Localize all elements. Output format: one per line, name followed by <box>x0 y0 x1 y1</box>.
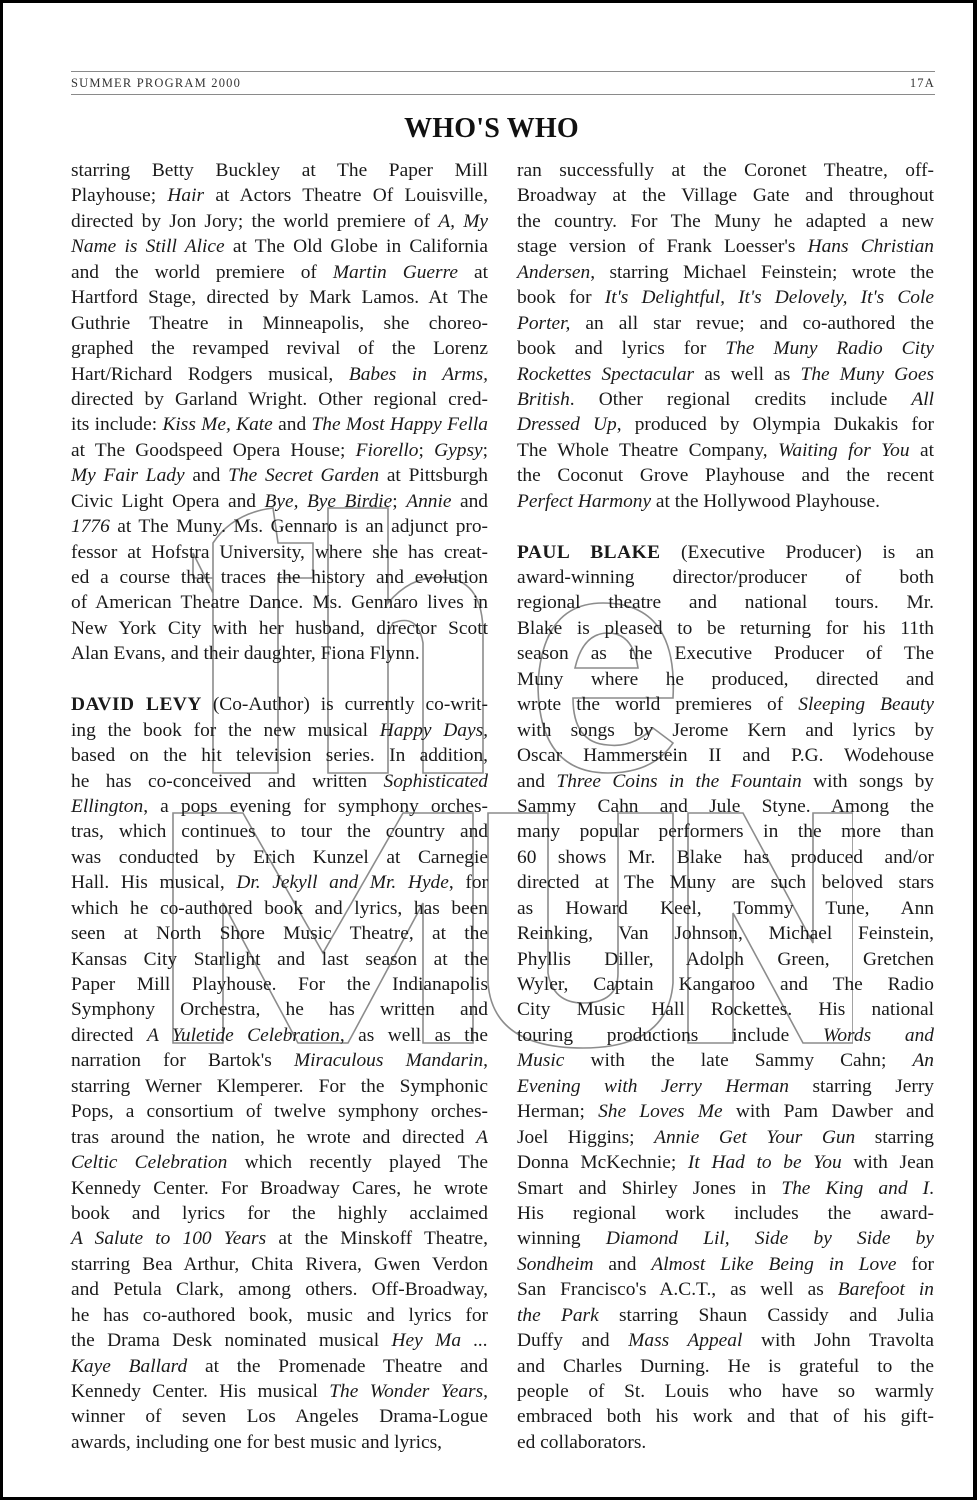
work-title: The Secret Garden <box>228 465 380 487</box>
work-title: Kaye Ballard <box>71 1355 188 1377</box>
text-run: , <box>483 1381 488 1402</box>
text-line <box>71 1404 488 1429</box>
work-title: She Loves Me <box>598 1101 723 1123</box>
text-run: winner of seven Los Angeles Drama-Logue <box>71 1406 488 1428</box>
text-run: Herman; <box>517 1101 599 1123</box>
work-title: Diamond Lil, Side by Side by <box>605 1228 934 1250</box>
work-title: Martin Guerre <box>332 261 458 283</box>
text-run: many popular performers in the more than <box>517 821 934 843</box>
text-line <box>517 362 934 387</box>
bio-continuation <box>517 158 934 514</box>
text-run: His regional work includes the award- <box>517 1202 934 1224</box>
text-line <box>71 1176 488 1201</box>
bio-name: PAUL BLAKE <box>517 541 661 563</box>
text-run: Muny where he produced, directed and <box>517 668 934 690</box>
text-run: directed by Garland Wright. Other regional cred- <box>71 388 488 410</box>
text-line <box>517 819 934 844</box>
text-run: Symphony Orchestra, he has written and <box>71 999 488 1021</box>
text-run: directed by Jon Jory; the world premiere of <box>71 210 439 232</box>
work-title: My Fair Lady <box>71 465 185 487</box>
text-run: San Francisco's A.C.T., as well as <box>517 1279 838 1301</box>
work-title: Dr. Jekyll and Mr. Hyde <box>236 872 449 894</box>
text-run: directed at The Muny are such beloved stars <box>517 872 934 894</box>
text-line <box>517 209 934 234</box>
running-head <box>71 71 935 95</box>
text-line <box>71 1099 488 1124</box>
text-line <box>71 870 488 895</box>
text-run: narration for Bartok's <box>71 1050 294 1072</box>
text-run: at the Promenade Theatre and <box>187 1355 488 1377</box>
text-run: with songs by <box>801 770 934 792</box>
text-line <box>71 1023 488 1048</box>
text-line <box>517 565 934 590</box>
work-title: Porter, <box>517 312 571 334</box>
work-title: British <box>517 388 570 410</box>
text-line <box>517 234 934 259</box>
text-line <box>517 285 934 310</box>
text-line <box>517 463 934 488</box>
bio-entry <box>71 692 488 1455</box>
text-line <box>517 1277 934 1302</box>
work-title: Hans Christian <box>807 236 934 258</box>
work-title: Sleeping Beauty <box>798 694 935 716</box>
text-run: tras, which continues to tour the country and <box>71 821 488 843</box>
text-line <box>71 1125 488 1150</box>
text-run: , as well as the <box>339 1024 488 1046</box>
text-line <box>517 1099 934 1124</box>
work-title: A, My <box>438 210 488 232</box>
text-line <box>71 412 488 437</box>
text-run: at the Minskoff Theatre, <box>266 1228 488 1250</box>
text-run: Blake is pleased to be returning for his 11th <box>517 617 934 639</box>
text-run: ; <box>482 439 488 461</box>
text-run: Civic Light Opera and <box>71 490 265 512</box>
work-title: All <box>911 388 934 410</box>
work-title: Bye, Bye Birdie <box>264 490 393 512</box>
text-line <box>71 463 488 488</box>
text-run: starring Shaun Cassidy and Julia <box>598 1304 934 1326</box>
text-run: Oscar Hammerstein II and P.G. Wodehouse <box>517 745 934 767</box>
text-run: ed collaborators. <box>517 1431 647 1453</box>
work-title: Gypsy <box>434 439 483 461</box>
text-run: Reinking, Van Johnson, Michael Feinstein, <box>517 923 934 945</box>
text-line <box>71 590 488 615</box>
work-title: Dressed Up <box>517 414 617 436</box>
text-run: and <box>517 770 557 792</box>
text-line <box>71 1048 488 1073</box>
text-run: The Whole Theatre Company, <box>517 439 779 461</box>
text-line <box>517 590 934 615</box>
text-line <box>71 769 488 794</box>
text-line <box>71 845 488 870</box>
text-run: ed a course that traces the history and evolution <box>71 567 488 588</box>
text-run: , for <box>448 872 488 894</box>
work-title: Waiting for You <box>778 439 910 461</box>
text-run: and <box>593 1253 652 1275</box>
text-run: awards, including one for best music and lyrics, <box>71 1431 443 1453</box>
text-run: with Jean <box>841 1152 934 1174</box>
text-line <box>517 641 934 666</box>
text-line <box>517 896 934 921</box>
text-run: which recently played The <box>227 1152 488 1174</box>
text-line <box>517 311 934 336</box>
work-title: The Muny Goes <box>800 363 934 385</box>
text-line <box>517 1125 934 1150</box>
work-title: Kiss Me, Kate <box>162 414 273 436</box>
text-line <box>71 1252 488 1277</box>
text-run: wrote the world premieres of <box>517 694 799 716</box>
text-run: ran successfully at the Coronet Theatre, off- <box>517 160 934 181</box>
text-line <box>71 997 488 1022</box>
text-run: at <box>909 439 935 461</box>
work-title: Sophisticated <box>383 770 488 792</box>
text-run: 60 shows Mr. Blake has produced and/or <box>517 846 934 868</box>
text-line <box>517 1150 934 1175</box>
text-run: , produced by Olympia Dukakis for <box>616 414 934 436</box>
text-line <box>71 1150 488 1175</box>
text-line <box>517 1226 934 1251</box>
text-line <box>517 387 934 412</box>
text-line <box>517 1201 934 1226</box>
text-line <box>71 1354 488 1379</box>
text-run: Sammy Cahn and Jule Styne. Among the <box>517 795 934 817</box>
work-title: Rockettes Spectacular <box>517 363 695 385</box>
text-run: , starring Michael Feinstein; wrote the <box>590 261 934 283</box>
text-line <box>71 285 488 310</box>
text-run: season as the Executive Producer of The <box>517 643 934 665</box>
text-run: starring Jerry <box>788 1075 935 1097</box>
work-title: Hair <box>167 185 205 207</box>
text-line <box>517 972 934 997</box>
text-run: starring Bea Arthur, Chita Rivera, Gwen Verdon <box>71 1253 488 1275</box>
text-run: at Pittsburgh <box>379 465 488 487</box>
text-line <box>71 743 488 768</box>
text-run: book for <box>517 287 605 309</box>
text-run: which he co-authored book and lyrics, has been <box>71 897 488 919</box>
text-line <box>517 1379 934 1404</box>
text-run: Donna McKechnie; <box>517 1152 688 1174</box>
text-line <box>517 769 934 794</box>
text-run: book and lyrics for the highly acclaimed <box>71 1202 488 1224</box>
text-line <box>517 1354 934 1379</box>
paragraph-gap <box>71 667 488 692</box>
text-run: embraced both his work and that of his gift- <box>517 1406 934 1428</box>
text-run: starring <box>855 1126 934 1148</box>
text-run: award-winning director/producer of both <box>517 567 934 588</box>
text-line <box>71 1379 488 1404</box>
text-run: . Other regional credits include <box>569 388 912 410</box>
text-run: Kansas City Starlight and last season at the <box>71 948 488 970</box>
text-line <box>71 438 488 463</box>
left-column <box>71 158 488 1455</box>
text-line <box>517 1074 934 1099</box>
text-line <box>517 845 934 870</box>
text-line <box>517 870 934 895</box>
text-run: the Drama Desk nominated musical <box>71 1330 392 1352</box>
text-line <box>71 972 488 997</box>
bio-continuation <box>71 158 488 667</box>
work-title: Hey Ma ... <box>391 1330 488 1352</box>
text-run: he has co-conceived and written <box>71 770 384 792</box>
text-line <box>517 1252 934 1277</box>
text-run: with Pam Dawber and <box>722 1101 934 1123</box>
text-run: its include: <box>71 414 163 436</box>
text-run: . <box>929 1177 934 1199</box>
work-title: Evening with Jerry Herman <box>517 1075 789 1097</box>
text-line <box>517 1176 934 1201</box>
text-run: , a pops evening for symphony orches- <box>143 795 488 817</box>
text-line <box>71 692 488 717</box>
text-run: Kennedy Center. His musical <box>71 1381 330 1402</box>
text-run: based on the hit television series. In addition, <box>71 745 488 767</box>
work-title: Celtic Celebration <box>71 1152 228 1174</box>
work-title: A <box>476 1126 488 1148</box>
text-line <box>71 565 488 590</box>
work-title: Annie <box>406 490 452 512</box>
right-column <box>517 158 934 1455</box>
text-line <box>517 260 934 285</box>
text-run: touring productions include <box>517 1024 823 1046</box>
work-title: Perfect Harmony <box>517 490 652 512</box>
text-line <box>71 1201 488 1226</box>
text-line <box>517 1328 934 1353</box>
work-title: The King and I <box>781 1177 930 1199</box>
text-run: with the late Sammy Cahn; <box>564 1050 913 1072</box>
text-line <box>517 1023 934 1048</box>
work-title: the Park <box>517 1304 599 1326</box>
text-line <box>71 921 488 946</box>
text-run: ing the book for the new musical <box>71 719 380 741</box>
text-run: he has co-authored book, music and lyrics for <box>71 1304 488 1326</box>
text-run: the country. For The Muny he adapted a new <box>517 210 934 232</box>
work-title: Mass Appeal <box>628 1330 743 1352</box>
work-title: Almost Like Being in Love <box>651 1253 897 1275</box>
text-run: seen at North Shore Music Theatre, at the <box>71 923 488 945</box>
text-line <box>71 1074 488 1099</box>
text-line <box>517 412 934 437</box>
text-run: winning <box>517 1228 606 1250</box>
text-run: graphed the revamped revival of the Lorenz <box>71 338 488 360</box>
text-run: (Executive Producer) is an <box>660 541 934 563</box>
text-run: with songs by Jerome Kern and lyrics by <box>517 719 934 741</box>
text-run: people of St. Louis who have so warmly <box>517 1381 934 1402</box>
text-run: at The Old Globe in California <box>224 236 488 258</box>
text-line <box>71 641 488 666</box>
text-run: Wyler, Captain Kangaroo and The Radio <box>517 974 934 995</box>
program-name: SUMMER PROGRAM 2000 <box>71 76 242 90</box>
text-run: Hartford Stage, directed by Mark Lamos. At The <box>71 287 488 309</box>
text-line <box>517 667 934 692</box>
text-line <box>517 692 934 717</box>
text-line <box>517 718 934 743</box>
text-line <box>517 489 934 514</box>
work-title: Three Coins in the Fountain <box>556 770 802 792</box>
text-run: Duffy and <box>517 1330 629 1352</box>
text-run: and Petula Clark, among others. Off-Broadway, <box>71 1279 488 1301</box>
text-line <box>71 489 488 514</box>
work-title: The Wonder Years <box>329 1381 484 1402</box>
text-run: and the world premiere of <box>71 261 333 283</box>
work-title: The Muny Radio City <box>725 338 934 360</box>
text-line <box>517 616 934 641</box>
text-run: starring Betty Buckley at The Paper Mill <box>71 160 488 181</box>
text-run: Kennedy Center. For Broadway Cares, he wrote <box>71 1177 488 1199</box>
work-title: Babes in Arms, <box>348 363 488 385</box>
text-line <box>517 1303 934 1328</box>
text-line <box>71 311 488 336</box>
text-run: with John Travolta <box>742 1330 934 1352</box>
text-run: , <box>483 1050 489 1072</box>
work-title: An <box>912 1050 934 1072</box>
bio-name: DAVID LEVY <box>71 694 202 716</box>
text-run: Phyllis Diller, Adolph Green, Gretchen <box>517 948 934 970</box>
text-line <box>71 540 488 565</box>
text-line <box>71 158 488 183</box>
text-run: an all star revue; and co-authored the <box>570 312 934 334</box>
work-title: Sondheim <box>517 1253 594 1275</box>
text-run: Smart and Shirley Jones in <box>517 1177 782 1199</box>
work-title: Ellington <box>71 795 144 817</box>
text-line <box>71 387 488 412</box>
text-line <box>71 1303 488 1328</box>
text-line <box>517 540 934 565</box>
work-title: Barefoot in <box>837 1279 934 1301</box>
text-run: at The Muny. Ms. Gennaro is an adjunct pro- <box>109 516 488 538</box>
text-line <box>517 921 934 946</box>
work-title: Miraculous Mandarin <box>293 1050 484 1072</box>
text-line <box>517 438 934 463</box>
text-run: Guthrie Theatre in Minneapolis, she choreo- <box>71 312 488 334</box>
text-run: Joel Higgins; <box>517 1126 655 1148</box>
text-run: Hart/Richard Rodgers musical, <box>71 363 349 385</box>
text-run: and Charles Durning. He is grateful to the <box>517 1355 934 1377</box>
text-run: fessor at Hofstra University, where she has creat- <box>71 541 488 563</box>
text-line <box>71 336 488 361</box>
text-run: starring Werner Klemperer. For the Symphonic <box>71 1075 488 1097</box>
text-run: Pops, a consortium of twelve symphony orches- <box>71 1101 488 1123</box>
text-line <box>71 209 488 234</box>
text-line <box>517 158 934 183</box>
text-run: ; <box>392 490 407 512</box>
text-line <box>517 1404 934 1429</box>
work-title: Name is Still Alice <box>71 236 225 258</box>
text-line <box>71 616 488 641</box>
text-line <box>517 743 934 768</box>
text-line <box>517 1430 934 1455</box>
work-title: Andersen <box>517 261 591 283</box>
work-title: Fiorello <box>355 439 419 461</box>
text-run: at Actors Theatre Of Louisville, <box>204 185 488 207</box>
work-title: A Salute to 100 Years <box>71 1228 267 1250</box>
text-run: book and lyrics for <box>517 338 726 360</box>
text-line <box>71 794 488 819</box>
text-line <box>71 819 488 844</box>
text-line <box>71 896 488 921</box>
text-run: was conducted by Erich Kunzel at Carnegie <box>71 846 488 868</box>
text-line <box>517 1048 934 1073</box>
text-run: Playhouse; <box>71 185 168 207</box>
text-run: at the Hollywood Playhouse. <box>651 490 880 512</box>
text-line <box>517 336 934 361</box>
work-title: It's Delightful, It's Delovely, It's Cole <box>604 287 934 309</box>
text-run: of American Theatre Dance. Ms. Gennaro lives in <box>71 592 488 614</box>
work-title: Music <box>517 1050 565 1072</box>
text-line <box>517 947 934 972</box>
text-run: stage version of Frank Loesser's <box>517 236 808 258</box>
text-run: Hall. His musical, <box>71 872 237 894</box>
text-run: Alan Evans, and their daughter, Fiona Flynn. <box>71 643 420 665</box>
text-run: and <box>272 414 312 436</box>
work-title: Annie Get Your Gun <box>654 1126 856 1148</box>
work-title: Words and <box>822 1024 934 1046</box>
work-title: Happy Days, <box>379 719 488 741</box>
text-run: at <box>458 261 488 283</box>
text-run: ; <box>418 439 435 461</box>
text-line <box>71 362 488 387</box>
work-title: A Yuletide Celebration <box>146 1024 340 1046</box>
text-line <box>71 947 488 972</box>
text-line <box>71 1277 488 1302</box>
text-run: the Coconut Grove Playhouse and the recent <box>517 465 934 487</box>
text-run: at The Goodspeed Opera House; <box>71 439 356 461</box>
bio-entry <box>517 540 934 1456</box>
text-run: directed <box>71 1024 147 1046</box>
text-run: (Co-Author) is currently co-writ- <box>201 694 489 716</box>
text-line <box>71 1226 488 1251</box>
text-line <box>517 794 934 819</box>
text-run: as well as <box>694 363 801 385</box>
text-line <box>71 183 488 208</box>
text-run: tras around the nation, he wrote and directed <box>71 1126 477 1148</box>
page-title: WHO'S WHO <box>404 113 579 144</box>
text-line <box>517 183 934 208</box>
text-line <box>71 234 488 259</box>
page-number: 17A <box>909 76 935 90</box>
work-title: The Most Happy Fella <box>311 414 488 436</box>
text-run: regional theatre and national tours. Mr. <box>517 592 934 614</box>
text-run: City Music Hall Rockettes. His national <box>517 999 934 1021</box>
text-line <box>71 1430 488 1455</box>
text-run: New York City with her husband, director Scott <box>71 617 488 639</box>
text-run: for <box>896 1253 934 1275</box>
paragraph-gap <box>517 514 934 539</box>
text-line <box>71 514 488 539</box>
text-run: Broadway at the Village Gate and throughout <box>517 185 934 207</box>
text-line <box>71 1328 488 1353</box>
text-line <box>71 718 488 743</box>
text-line <box>71 260 488 285</box>
work-title: It Had to be You <box>687 1152 842 1174</box>
text-line <box>517 997 934 1022</box>
text-run: as Howard Keel, Tommy Tune, Ann <box>517 897 934 919</box>
text-run: and <box>451 490 488 512</box>
text-run: and <box>184 465 229 487</box>
work-title: 1776 <box>71 516 110 538</box>
text-run: Paper Mill Playhouse. For the Indianapolis <box>71 974 488 995</box>
